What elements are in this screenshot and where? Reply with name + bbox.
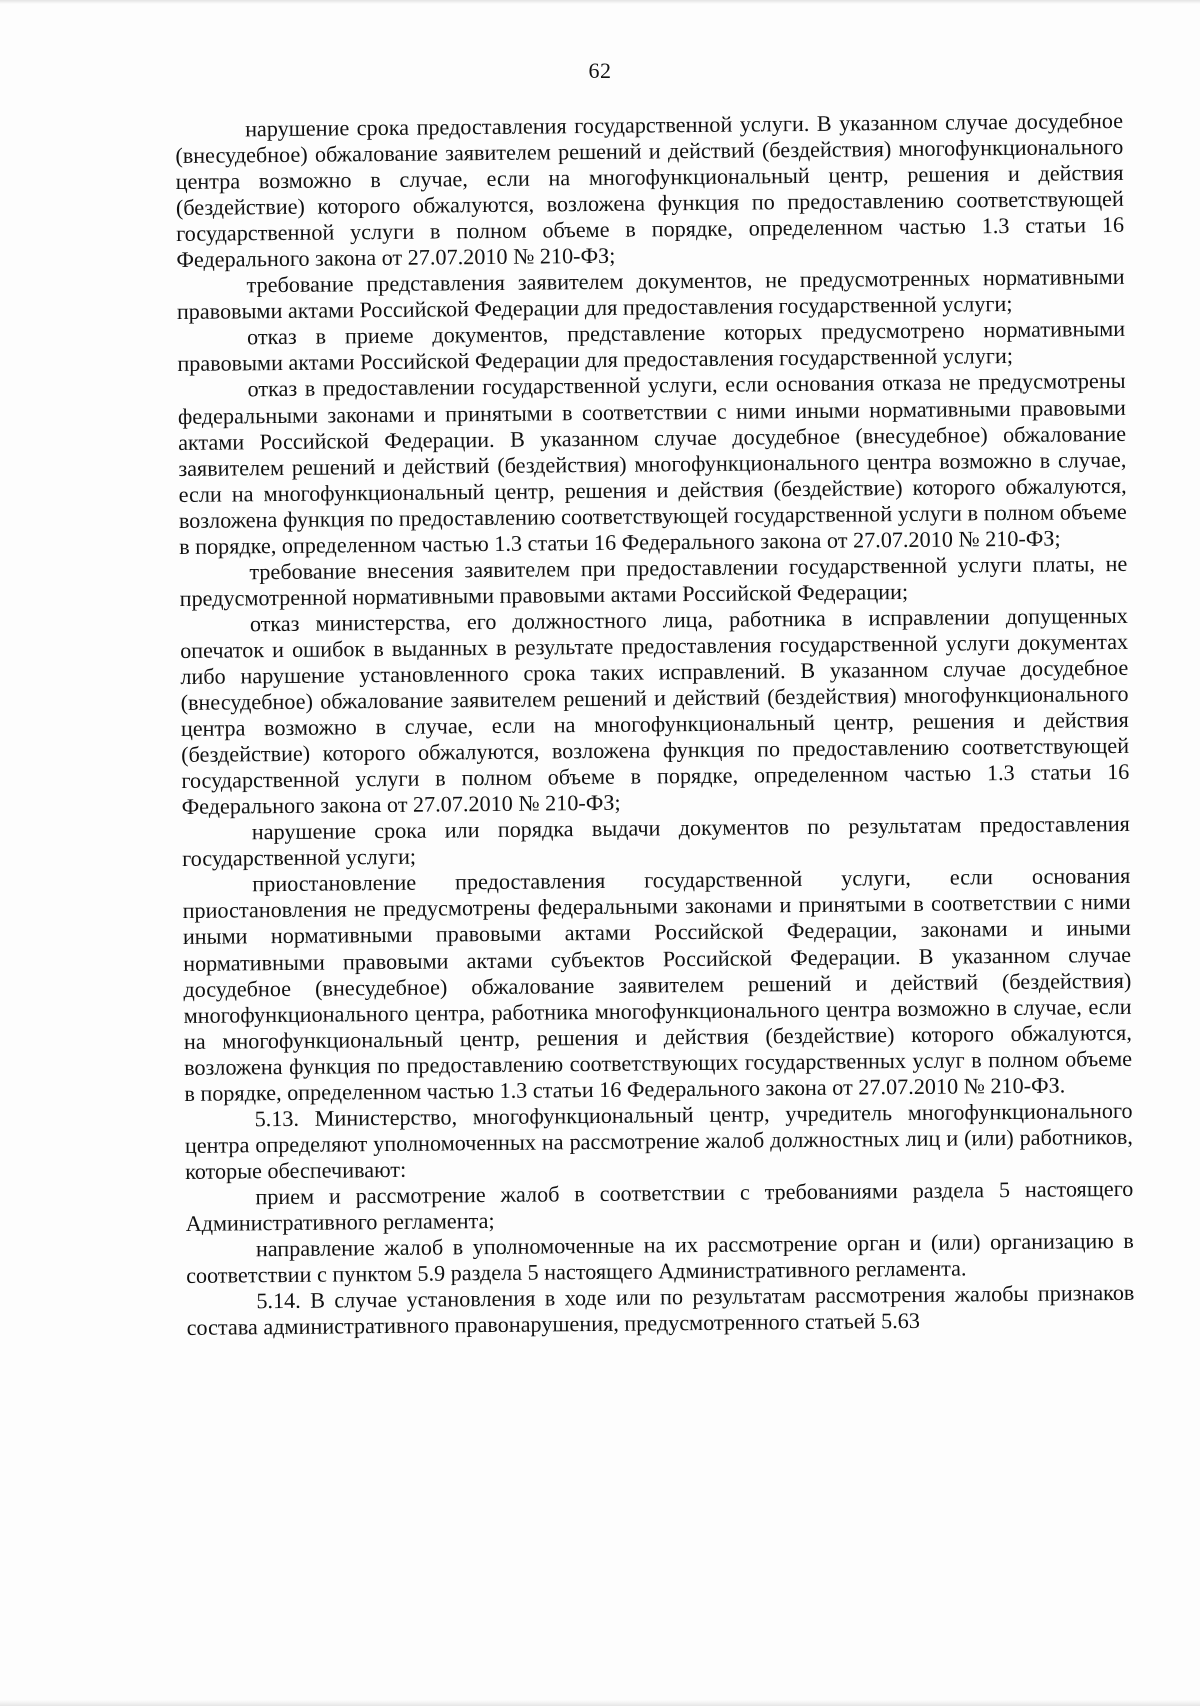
paragraph-refusal-acceptance: отказ в приеме документов, представление которых предусмотрено нормативными правовыми актами Российской Федерации для предоставления государственной услуги;	[177, 316, 1126, 377]
paragraph-refusal-service: отказ в предоставлении государственной услуги, если основания отказа не предусмотрены федеральными законами и принятыми в соответствии с ними иными нормативными правовыми актами Российской Федерации. В указанном случае досудебное (внесудебное) обжалование заявителем решений и действий (бездействия) многофункционального центра возможно в случае, если на многофункциональный центр, решения и действия (бездействие) которого обжалуются, возложена функция по предоставлению соответствующей государственной услуги в полном объеме в порядке, определенном частью 1.3 статьи 16 Федерального закона от 27.07.2010 № 210-ФЗ;	[177, 368, 1127, 559]
scan-edge-bottom	[0, 1700, 1200, 1706]
paragraph-document-requirement: требование представления заявителем документов, не предусмотренных нормативными правовыми актами Российской Федерации для предоставления государственной услуги;	[176, 264, 1125, 325]
paragraph-section-5-14: 5.14. В случае установления в ходе или по результатам рассмотрения жалобы признаков состава административного правонарушения, предусмотренного статьей 5.63	[186, 1279, 1135, 1341]
paragraph-section-5-13: 5.13. Министерство, многофункциональный центр, учредитель многофункционального центра определяют уполномоченных на рассмотрение жалоб должностных лиц и (или) работников, которые обеспечивают:	[184, 1097, 1133, 1184]
paragraph-suspension: приостановление предоставления государственной услуги, если основания приостановления не предусмотрены федеральными законами и принятыми в соответствии с ними иными нормативными правовыми актами Российской Федерации, законами и иными нормативными правовыми актами субъектов Российской Федерации. В указанном случае досудебное (внесудебное) обжалование заявителем решений и действий (бездействия) многофункционального центра, работника многофункционального центра возможно в случае, если на многофункциональный центр, решения и действия (бездействие) которого обжалуются, возложена функция по предоставлению соответствующих государственных услуг в полном объеме в порядке, определенном частью 1.3 статьи 16 Федерального закона от 27.07.2010 № 210-ФЗ.	[182, 863, 1133, 1106]
paragraph-violation-deadline: нарушение срока предоставления государственной услуги. В указанном случае досудебное (внесудебное) обжалование заявителем решений и действий (бездействия) многофункционального центра возможно в случае, если на многофункциональный центр, решения и действия (бездействие) которого обжалуются, возложена функция по предоставлению соответствующей государственной услуги в полном объеме в порядке, определенном частью 1.3 статьи 16 Федерального закона от 27.07.2010 № 210-ФЗ;	[175, 107, 1125, 273]
paragraph-complaint-review: прием и рассмотрение жалоб в соответствии с требованиями раздела 5 настоящего Административного регламента;	[185, 1175, 1134, 1236]
paragraph-payment-requirement: требование внесения заявителем при предоставлении государственной услуги платы, не предусмотренной нормативными правовыми актами Российской Федерации;	[179, 550, 1128, 611]
scan-edge-top	[0, 0, 1200, 4]
paragraph-refusal-corrections: отказ министерства, его должностного лица, работника в исправлении допущенных опечаток и ошибок в выданных в результате предоставления государственной услуги документах либо нарушение установленного срока таких исправлений. В указанном случае досудебное (внесудебное) обжалование заявителем решений и действий (бездействия) многофункционального центра возможно в случае, если на многофункциональный центр, решения и действия (бездействие) которого обжалуются, возложена функция по предоставлению соответствующей государственной услуги в полном объеме в порядке, определенном частью 1.3 статьи 16 Федерального закона от 27.07.2010 № 210-ФЗ;	[180, 602, 1130, 820]
paragraph-complaint-forwarding: направление жалоб в уполномоченные на их рассмотрение орган и (или) организацию в соответствии с пунктом 5.9 раздела 5 настоящего Административного регламента.	[186, 1227, 1134, 1289]
page-number: 62	[588, 58, 612, 83]
paragraph-issuance-violation: нарушение срока или порядка выдачи документов по результатам предоставления государственной услуги;	[182, 811, 1130, 872]
document-body	[175, 108, 1135, 1341]
